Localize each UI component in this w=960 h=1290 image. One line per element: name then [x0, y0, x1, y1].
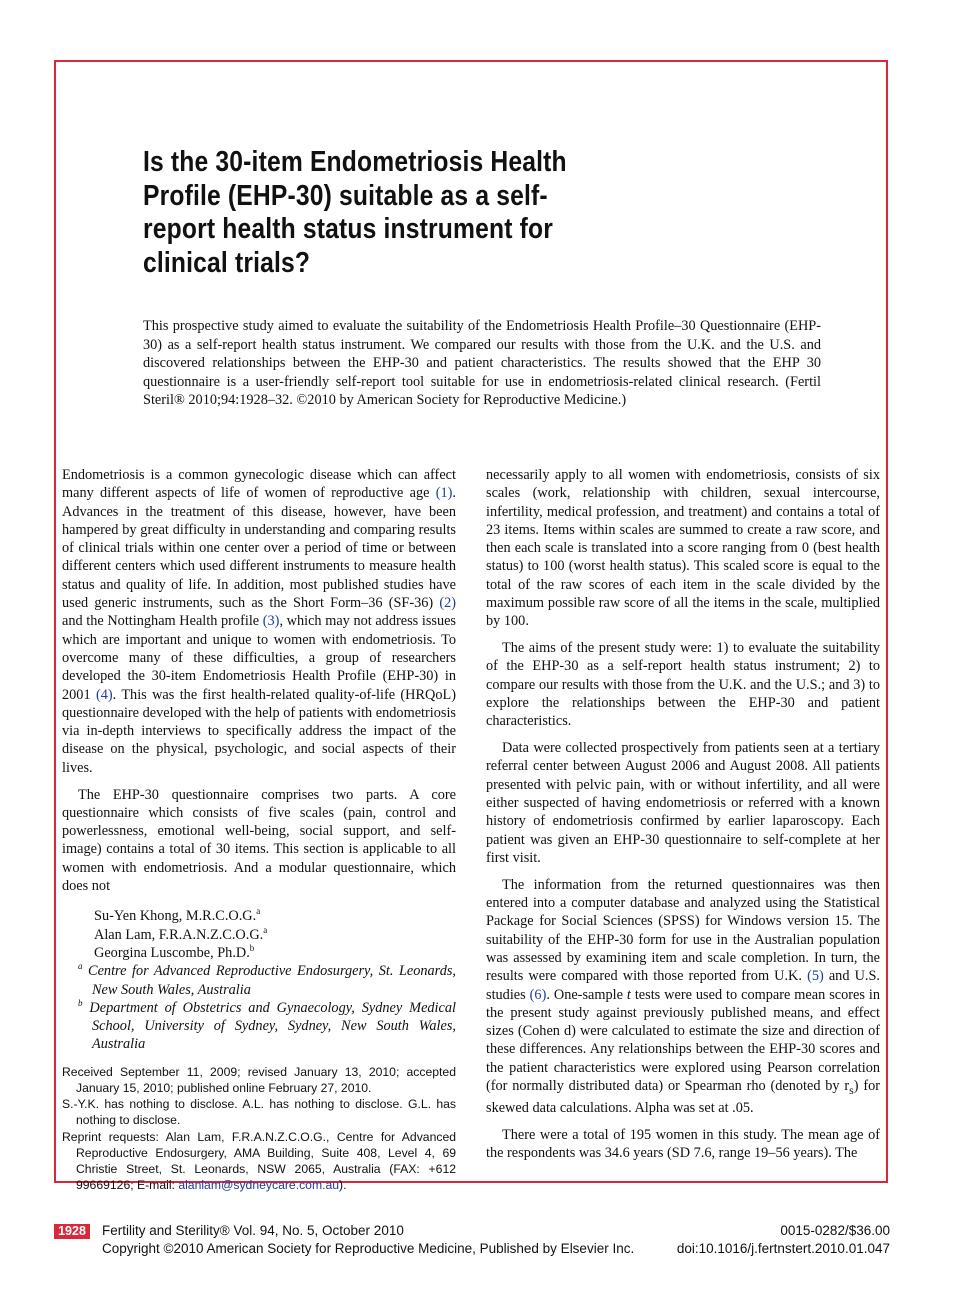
- body-paragraph: The EHP-30 questionnaire comprises two parts. A core questionnaire which consists of five scales (pain, control and powerlessness, emotional well-being, social support, and self-image) contains a total of 30 items. This section is applicable to all women with endometriosis. And a modular questionnaire, which does not: [62, 786, 456, 895]
- disclosure-note: S.-Y.K. has nothing to disclose. A.L. has nothing to disclose. G.L. has nothing to disclose.: [62, 1097, 456, 1128]
- citation-link[interactable]: (3): [262, 613, 280, 630]
- citation-link[interactable]: (2): [439, 595, 456, 612]
- right-column: [486, 466, 880, 1171]
- received-dates: Received September 11, 2009; revised January 13, 2010; accepted January 15, 2010; published online February 27, 2010.: [62, 1064, 456, 1095]
- issn-price: 0015-0282/$36.00: [780, 1223, 890, 1238]
- article-title: Is the 30-item Endometriosis Health Profile (EHP-30) suitable as a self-report health status instrument for clinical trials?: [143, 146, 567, 279]
- body-paragraph: Data were collected prospectively from patients seen at a tertiary referral center between August 2006 and August 2008. All patients presented with pelvic pain, with or without infertility, and all were either suspected of having endometriosis or referred with a known history of endometriosis confirmed by earlier laparoscopy. Each patient was given an EHP-30 questionnaire to self-complete at her first visit.: [486, 740, 880, 866]
- body-paragraph: There were a total of 195 women in this study. The mean age of the respondents was 34.6 years (SD 7.6, range 19–56 years). The: [486, 1126, 880, 1162]
- doi[interactable]: doi:10.1016/j.fertnstert.2010.01.047: [676, 1241, 890, 1256]
- citation-link[interactable]: (5): [807, 968, 824, 985]
- affiliation: $^b$ Department of Obstetrics and Gynaecology, Sydney Medical School, University of Sydney, Sydney, New South Wales, Australia: [78, 998, 456, 1053]
- citation-link[interactable]: (6): [529, 986, 547, 1003]
- reprint-requests: Reprint requests: Alan Lam, F.R.A.N.Z.C.O.G., Centre for Advanced Reproductive Endosurgery, AMA Building, Suite 408, Level 4, 69 Christie Street, St. Leonards, NSW 2065, Australia (FAX: +612 99669126; E-mail: alanlam@sydneycare.com.au).: [62, 1129, 456, 1193]
- body-paragraph: The information from the returned questionnaires was then entered into a computer database and analyzed using the Statistical Package for Social Sciences (SPSS) for Windows version 15. The suitability of the EHP-30 form for use in the Australian population was assessed by examining item and scale completion. In turn, the results were compared with those reported from U.K. (5) and U.S. studies (6). One-sample t tests were used to compare mean scores in the present study against previously published means, and effect sizes (Cohen d) were calculated to estimate the size and direction of these differences. Any relationships between the EHP-30 scores and the patient characteristics were explored using Pearson correlation (for normally distributed data) or Spearman rho (denoted by $r_s$) for skewed data calculations. Alpha was set at .05.: [486, 876, 880, 1117]
- affiliation: $^a$ Centre for Advanced Reproductive Endosurgery, St. Leonards, New South Wales, Australia: [78, 961, 457, 998]
- author-name: Alan Lam, F.R.A.N.Z.C.O.G.$^a$: [94, 924, 268, 943]
- copyright-line: Copyright ©2010 American Society for Reproductive Medicine, Published by Elsevier Inc.: [102, 1241, 635, 1256]
- citation-link[interactable]: (4): [95, 686, 113, 703]
- journal-citation: Fertility and Sterility® Vol. 94, No. 5, October 2010: [102, 1223, 404, 1238]
- author-name: Su-Yen Khong, M.R.C.O.G.$^a$: [94, 906, 261, 925]
- body-paragraph: The aims of the present study were: 1) to evaluate the suitability of the EHP-30 as a self-report health status instrument; 2) to compare our results with those from the U.K. and the U.S.; and 3) to explore the relationships between the EHP-30 and patient characteristics.: [486, 640, 880, 730]
- article-notes: [62, 1064, 456, 1194]
- citation-link[interactable]: (1): [435, 485, 453, 502]
- body-paragraph: necessarily apply to all women with endometriosis, consists of six scales (work, relationship with children, sexual intercourse, infertility, medical profession, and treatment) and contains a total of 23 items. Items within scales are summed to create a raw score, and then each scale is translated into a score ranging from 0 (best health status) to 100 (worst health status). This scaled score is equal to the total of the raw scores of each item in the scale divided by the maximum possible raw score of all the items in the scale, multiplied by 100.: [486, 467, 880, 630]
- author-block: [62, 907, 456, 1053]
- page-number-badge: 1928: [54, 1224, 90, 1239]
- email-link[interactable]: alanlam@sydneycare.com.au: [178, 1178, 340, 1193]
- left-column: [62, 466, 456, 1193]
- body-paragraph: Endometriosis is a common gynecologic disease which can affect many different aspects of life of women of reproductive age (1). Advances in the treatment of this disease, however, have been hampered by great difficulty in understanding and comparing results of clinical trials within one center over a period of time or between different centers which used different instruments to measure health status and quality of life. In addition, most published studies have used generic instruments, such as the Short Form–36 (SF-36) (2) and the Nottingham Health profile (3), which may not address issues which are important and unique to women with endometriosis. To overcome many of these difficulties, a group of researchers developed the 30-item Endometriosis Health Profile (EHP-30) in 2001 (4). This was the first health-related quality-of-life (HRQoL) questionnaire developed with the help of patients with endometriosis via in-depth interviews to specifically address the impact of the disease on the physical, psychologic, and social aspects of their lives.: [62, 467, 456, 776]
- abstract: This prospective study aimed to evaluate the suitability of the Endometriosis Health Profile–30 Questionnaire (EHP-30) as a self-report health status instrument. We compared our results with those from the U.K. and the U.S. and discovered relationships between the EHP-30 and patient characteristics. The results showed that the EHP 30 questionnaire is a user-friendly self-report tool suitable for use in endometriosis-related clinical research. (Fertil Steril® 2010;94:1928–32. ©2010 by American Society for Reproductive Medicine.): [143, 318, 821, 409]
- author-name: Georgina Luscombe, Ph.D.$^b$: [94, 943, 255, 961]
